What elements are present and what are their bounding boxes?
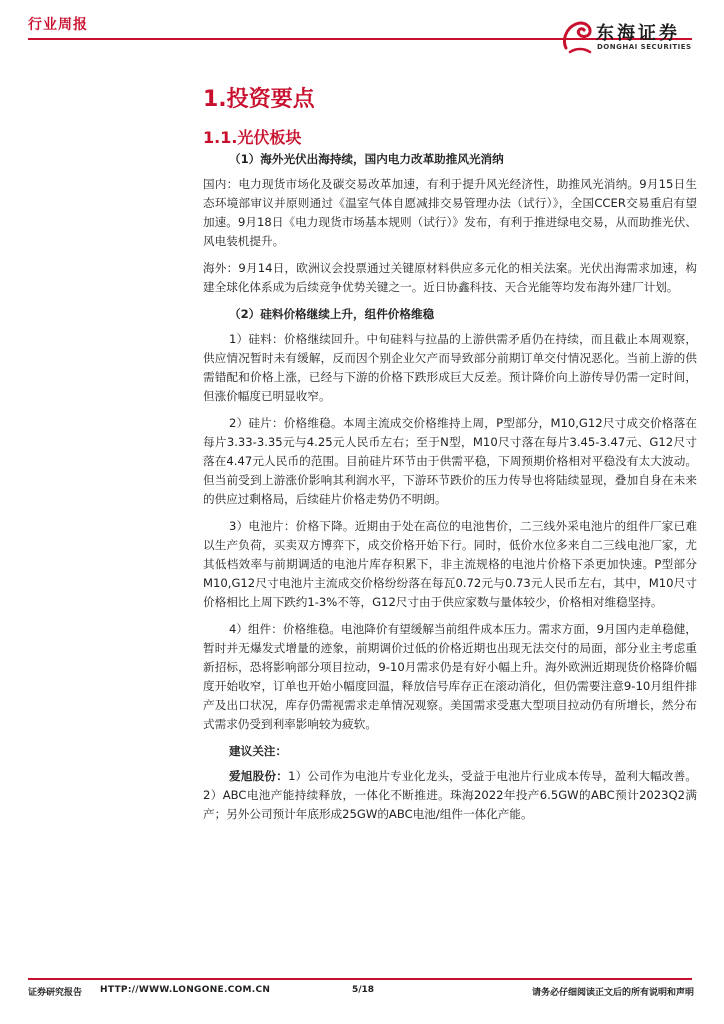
dragon-logo-icon xyxy=(560,18,594,56)
paragraph-cell: 3）电池片：价格下降。近期由于处在高位的电池售价，二三线外采电池片的组件厂家已难以生产负荷，买卖双方博弈下，成交价格开始下行。同时，低价水位多来自二三线电池厂家，尤其低档效率与前期调适的电池片库存积累下，非主流规格的电池片价格下杀更加快速。P型部分M10,G12尺寸电池片主流成交价格纷纷落在每瓦0.72元与0.73元人民币左右，其中，M10尺寸价格相比上周下跌约1-3%不等，G12尺寸由于供应家数与量体较少，价格相对维稳坚持。 xyxy=(203,519,697,609)
section-heading: 1.投资要点 xyxy=(203,87,315,112)
subheading-overseas: （1）海外光伏出海持续，国内电力改革助推风光消纳 xyxy=(229,152,504,166)
company-logo xyxy=(560,18,700,58)
footer-report-label: 证券研究报告 xyxy=(28,988,83,998)
paragraph-polysilicon: 1）硅料：价格继续回升。中旬硅料与拉晶的上游供需矛盾仍在持续，而且截止本周观察，供应情况暂时未有缓解，反而因个别企业欠产而导致部分前期订单交付情况恶化。当前上游的供需错配和价格上涨，已经与下游的价格下跌形成巨大反差。预计降价向上游传导仍需一定时间，但涨价幅度已明显收窄。 xyxy=(203,332,697,403)
paragraph-module: 4）组件：价格维稳。电池降价有望缓解当前组件成本压力。需求方面，9月国内走单稳健，暂时并无爆发式增量的迹象，前期调价过低的价格近期也出现无法交付的局面，部分业主考虑重新招标，恐将影响部分项目拉动，9-10月需求仍是有好小幅上升。海外欧洲近期现货价格降价幅度开始收窄，订单也开始小幅度回温，释放信号库存正在滚动消化，但仍需要注意9-10月组件排产及出口状况，库存仍需视需求走单情况观察。美国需求受惠大型项目拉动仍有所增长，然分布式需求仍受到利率影响较为疲软。 xyxy=(203,622,697,731)
subsection-heading: 1.1.光伏板块 xyxy=(203,128,302,147)
logo-english-name: DONGHAI SECURITIES xyxy=(597,43,692,51)
footer-divider xyxy=(28,978,692,980)
page-number: 5/18 xyxy=(352,985,375,995)
subheading-recommendation: 建议关注： xyxy=(229,744,287,758)
report-type-tag: 行业周报 xyxy=(28,17,88,33)
footer-disclaimer: 请务必仔细阅读正文后的所有说明和声明 xyxy=(531,988,694,998)
paragraph-overseas: 海外：9月14日，欧洲议会投票通过关键原材料供应多元化的相关法案。光伏出海需求加速，构建全球化体系成为后续竞争优势关键之一。近日协鑫科技、天合光能等均发布海外建厂计划。 xyxy=(203,261,697,294)
paragraph-wafer: 2）硅片：价格维稳。本周主流成交价格维持上周，P型部分，M10,G12尺寸成交价格落在每片3.33-3.35元与4.25元人民币左右；至于N型，M10尺寸落在每片3.45-3.47元、G12尺寸落在4.47元人民币的范围。目前硅片环节由于供需平稳，下周预期价格相对平稳没有太大波动。但当前受到上游涨价影响其利润水平，下游环节跌价的压力传导也将陆续显现，叠加自身在未来的供应过剩格局，后续硅片价格走势仍不明朗。 xyxy=(203,416,697,506)
subheading-prices: （2）硅料价格继续上升，组件价格维稳 xyxy=(229,307,435,321)
report-body xyxy=(203,150,697,832)
paragraph-domestic: 国内：电力现货市场化及碳交易改革加速，有利于提升风光经济性，助推风光消纳。9月15日生态环境部审议并原则通过《温室气体自愿减排交易管理办法（试行）》，全国CCER交易重启有望加速。9月18日《电力现货市场基本规则（试行）》发布，有利于推进绿电交易，从而助推光伏、风电装机提升。 xyxy=(203,177,697,248)
company-description: 1）公司作为电池片专业化龙头，受益于电池片行业成本传导，盈利大幅改善。2）ABC电池产能持续释放，一体化不断推进。珠海2022年投产6.5GW的ABC预计2023Q2满产；另外公司预计年底形成25GW的ABC电池/组件一体化产能。 xyxy=(203,769,697,821)
logo-chinese-name: 东海证券 xyxy=(596,23,680,44)
paragraph-aiko xyxy=(203,767,697,824)
company-name: 爱旭股份： xyxy=(229,769,289,783)
footer-website-link[interactable]: HTTP://WWW.LONGONE.COM.CN xyxy=(100,985,271,995)
